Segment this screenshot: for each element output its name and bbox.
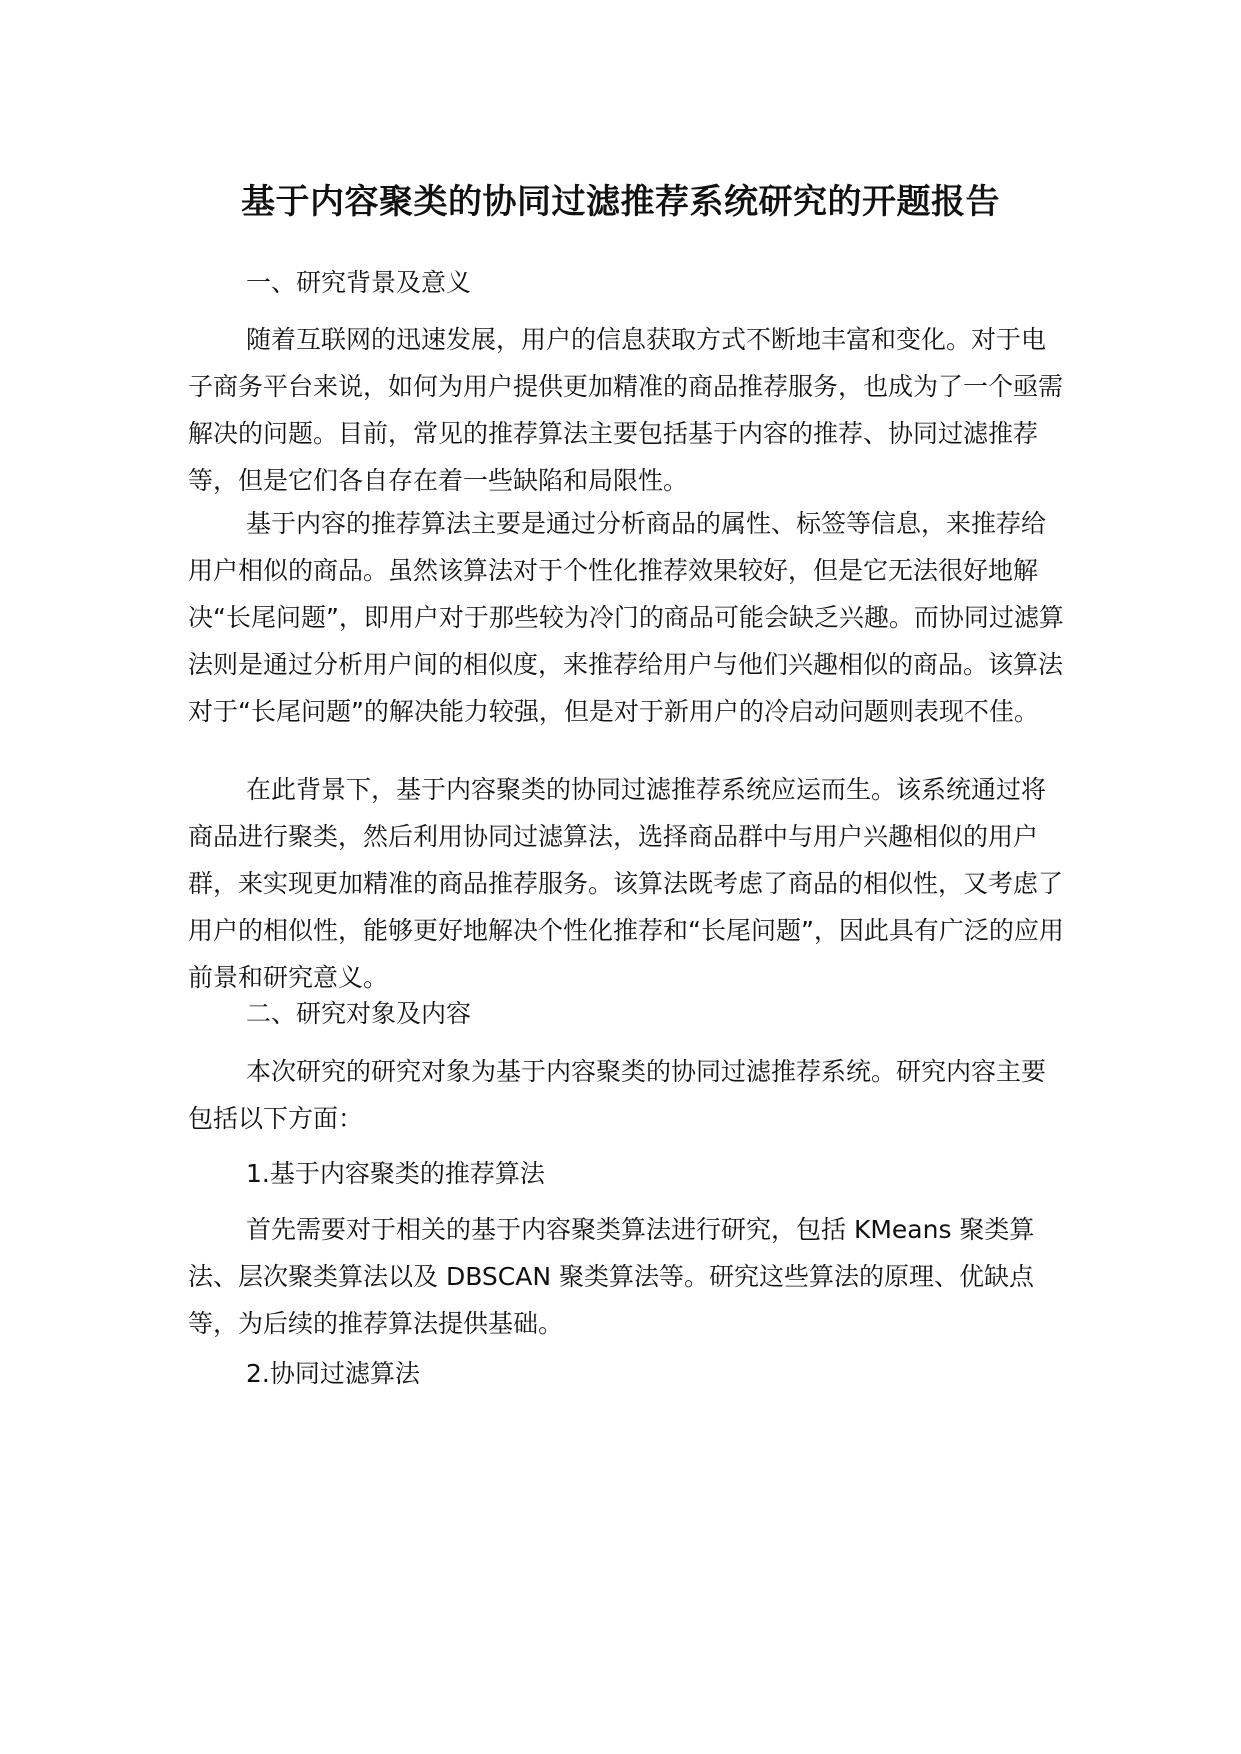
- section-1-paragraph-1: 随着互联网的迅速发展，用户的信息获取方式不断地丰富和变化。对于电子商务平台来说，如何为用户提供更加精准的商品推荐服务，也成为了一个亟需解决的问题。目前，常见的推荐算法主要包括基于内容的推荐、协同过滤推荐等，但是它们各自存在着一些缺陷和局限性。: [188, 325, 1064, 495]
- section-1-heading: 一、研究背景及意义: [246, 268, 472, 297]
- section-1-paragraph-2: 基于内容的推荐算法主要是通过分析商品的属性、标签等信息，来推荐给用户相似的商品。虽然该算法对于个性化推荐效果较好，但是它无法很好地解决“长尾问题”，即用户对于那些较为冷门的商品可能会缺乏兴趣。而协同过滤算法则是通过分析用户间的相似度，来推荐给用户与他们兴趣相似的商品。该算法对于“长尾问题”的解决能力较强，但是对于新用户的冷启动问题则表现不佳。: [188, 509, 1064, 726]
- item-1-heading: 1.基于内容聚类的推荐算法: [246, 1159, 545, 1188]
- section-2-heading: 二、研究对象及内容: [246, 999, 472, 1028]
- section-1-paragraph-3: 在此背景下，基于内容聚类的协同过滤推荐系统应运而生。该系统通过将商品进行聚类，然后利用协同过滤算法，选择商品群中与用户兴趣相似的用户群，来实现更加精准的商品推荐服务。该算法既考虑了商品的相似性，又考虑了用户的相似性，能够更好地解决个性化推荐和“长尾问题”，因此具有广泛的应用前景和研究意义。: [188, 775, 1064, 992]
- section-2-paragraph-1: 本次研究的研究对象为基于内容聚类的协同过滤推荐系统。研究内容主要包括以下方面：: [188, 1057, 1047, 1133]
- item-2-heading: 2.协同过滤算法: [246, 1359, 420, 1388]
- item-1-paragraph: 首先需要对于相关的基于内容聚类算法进行研究，包括 KMeans 聚类算法、层次聚类算法以及 DBSCAN 聚类算法等。研究这些算法的原理、优缺点等，为后续的推荐算法提供基础。: [188, 1215, 1035, 1338]
- document-title: 基于内容聚类的协同过滤推荐系统研究的开题报告: [241, 182, 1000, 222]
